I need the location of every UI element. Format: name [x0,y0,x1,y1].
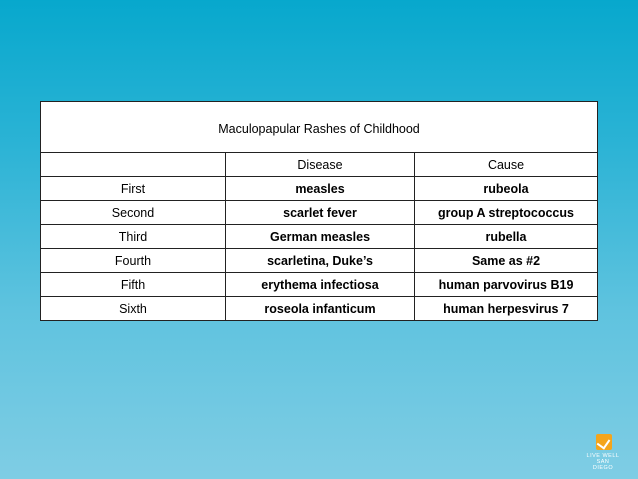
row-cause: human parvovirus B19 [415,273,598,297]
row-disease: measles [226,177,415,201]
row-cause: rubella [415,225,598,249]
rash-table [40,101,598,321]
table-row [41,297,598,321]
row-disease: scarletina, Duke’s [226,249,415,273]
table-row [41,249,598,273]
row-disease: erythema infectiosa [226,273,415,297]
logo-text [586,453,620,471]
row-disease: German measles [226,225,415,249]
row-disease: roseola infanticum [226,297,415,321]
live-well-logo [586,434,620,471]
row-cause: Same as #2 [415,249,598,273]
live-well-logo-icon [596,434,612,450]
row-cause: human herpesvirus 7 [415,297,598,321]
row-cause: group A streptococcus [415,201,598,225]
row-order: First [41,177,226,201]
table-title: Maculopapular Rashes of Childhood [41,102,598,153]
table-row [41,201,598,225]
table-header-row [41,153,598,177]
row-order: Third [41,225,226,249]
table-row [41,273,598,297]
row-order: Sixth [41,297,226,321]
header-cause: Cause [415,153,598,177]
row-disease: scarlet fever [226,201,415,225]
logo-line-1: LIVE WELL [586,453,620,459]
row-order: Fifth [41,273,226,297]
row-cause: rubeola [415,177,598,201]
rash-table-container [40,101,597,321]
row-order: Second [41,201,226,225]
table-title-row [41,102,598,153]
table-row [41,177,598,201]
row-order: Fourth [41,249,226,273]
header-order [41,153,226,177]
table-row [41,225,598,249]
logo-line-2: SAN DIEGO [592,459,614,471]
header-disease: Disease [226,153,415,177]
